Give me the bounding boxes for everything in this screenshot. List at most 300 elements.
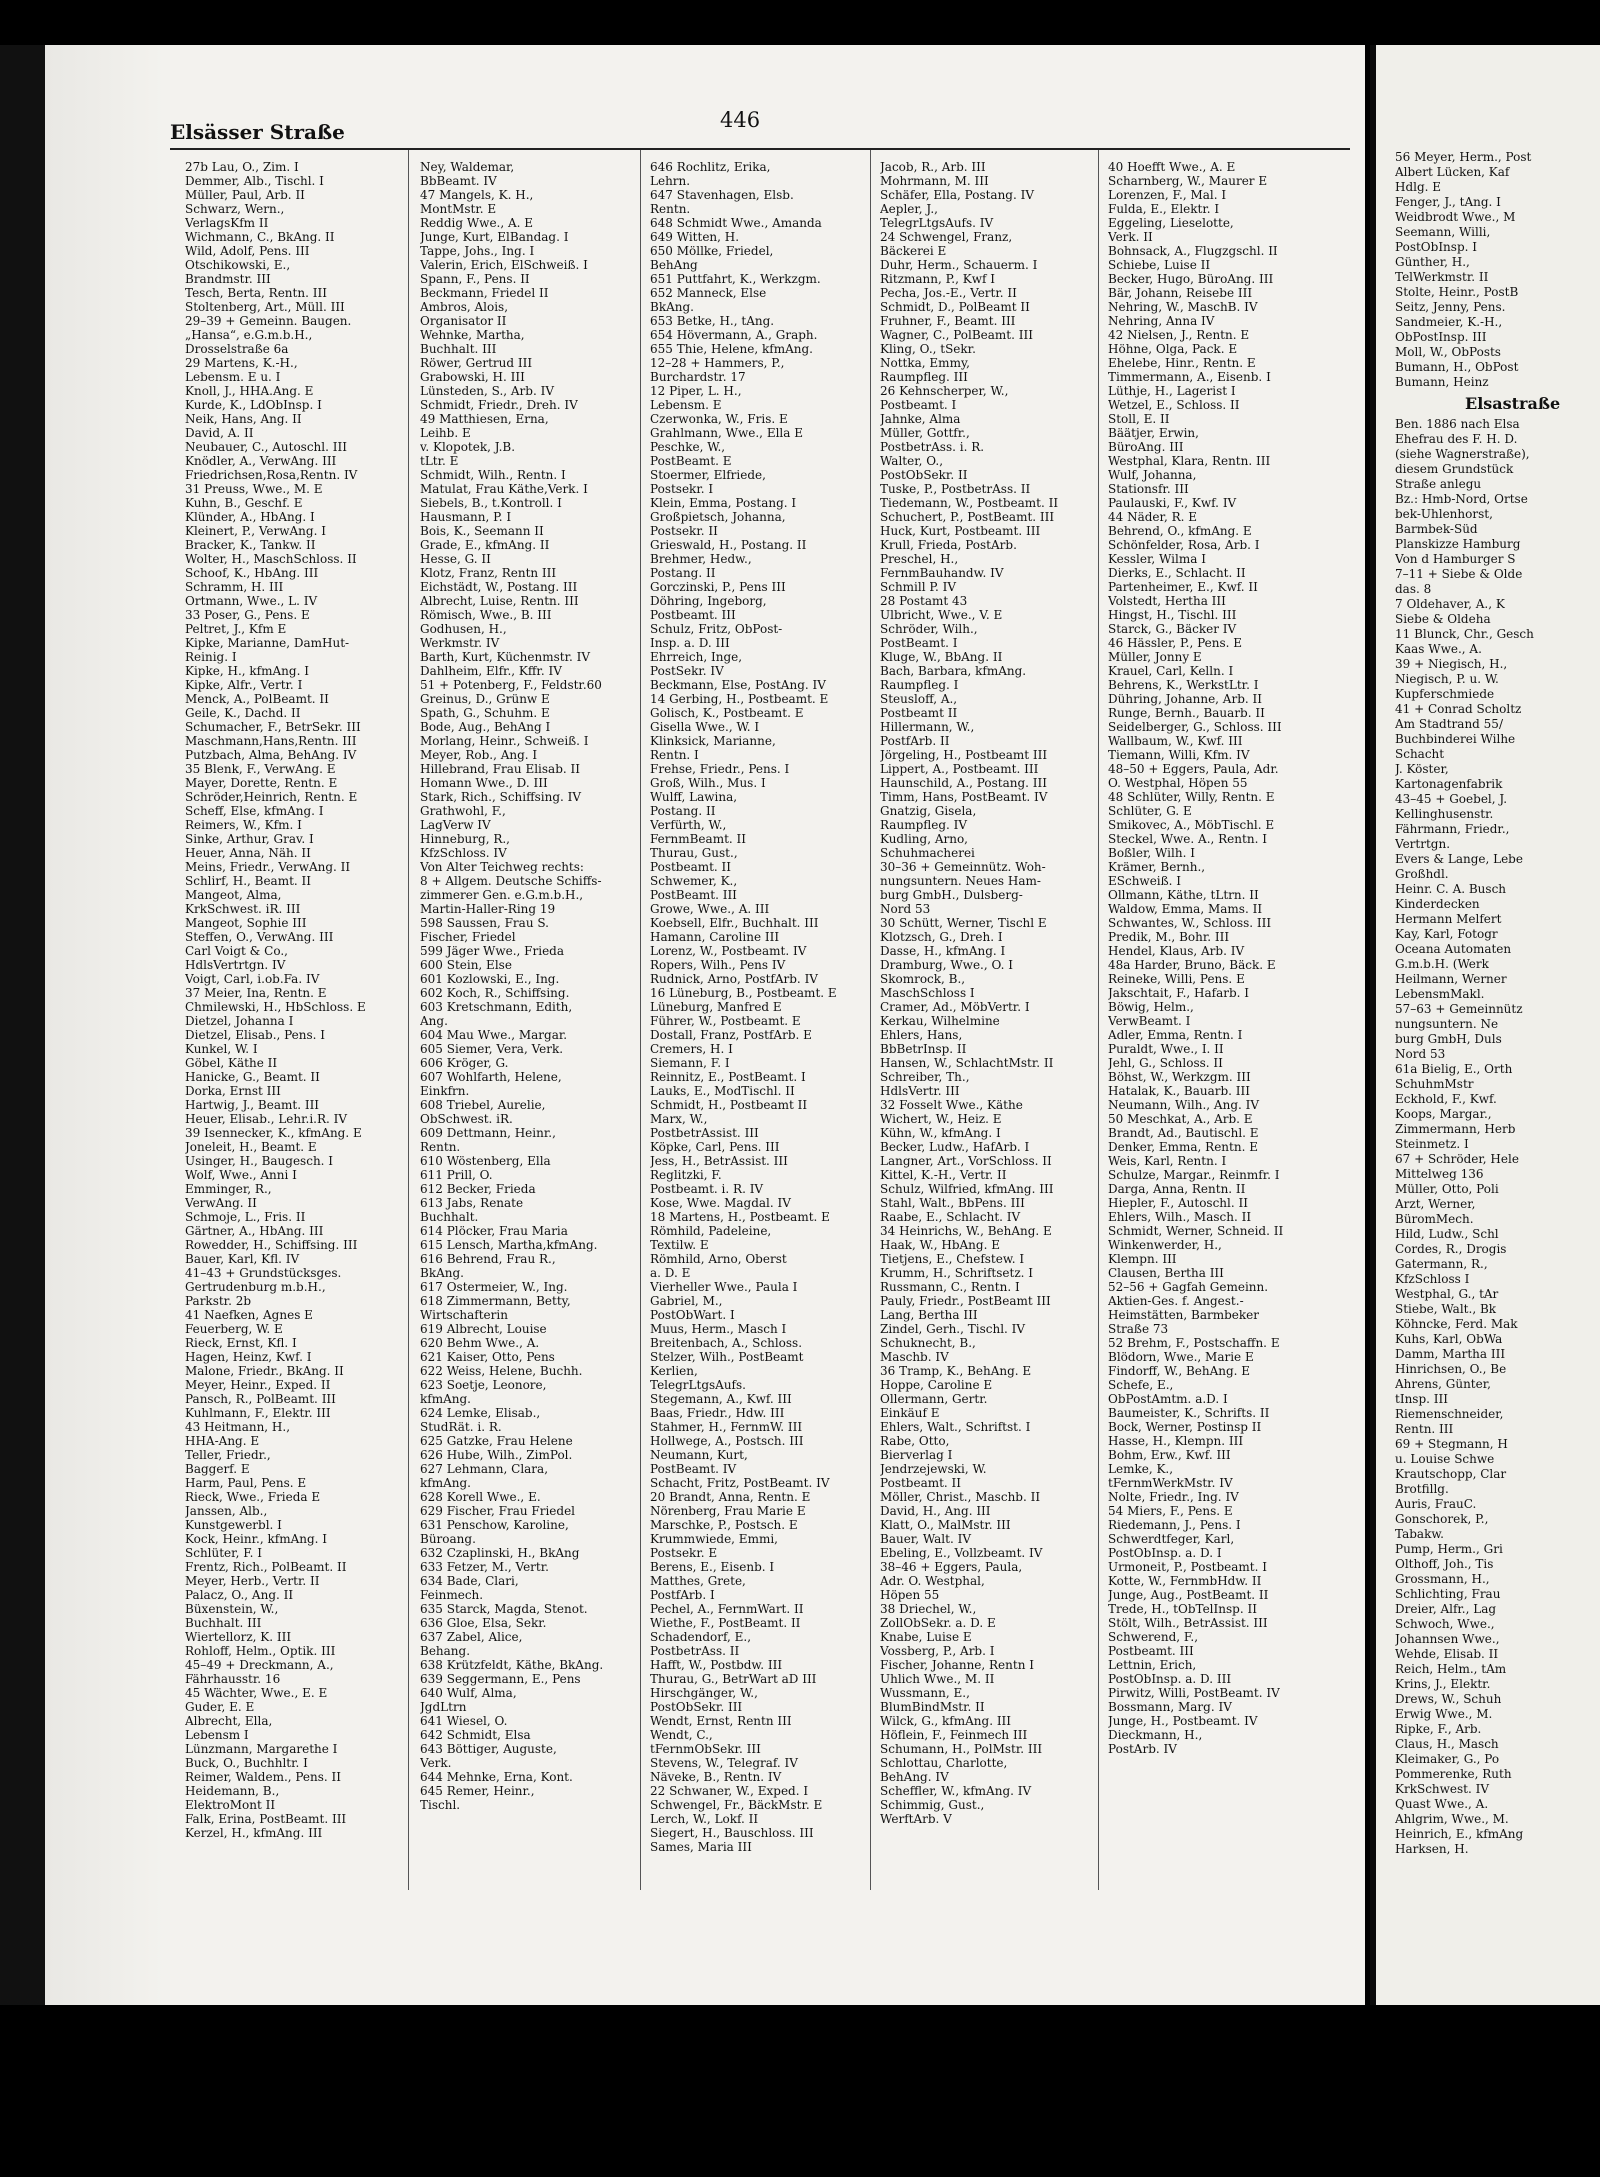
directory-entry: Jahnke, Alma <box>880 412 961 426</box>
adjacent-entry: Stolte, Heinr., PostB <box>1395 285 1519 299</box>
header-rule <box>170 148 1350 150</box>
directory-entry: TelegrLtgsAufs. IV <box>880 216 994 230</box>
directory-entry: 633 Fetzer, M., Vertr. <box>420 1560 549 1574</box>
directory-entry: Adler, Emma, Rentn. I <box>1108 1028 1243 1042</box>
directory-entry: Lünzmann, Margarethe I <box>185 1742 338 1756</box>
directory-entry: 641 Wiesel, O. <box>420 1714 508 1728</box>
directory-entry: 634 Bade, Clari, <box>420 1574 519 1588</box>
directory-entry: Schlüter, G. E <box>1108 804 1192 818</box>
directory-entry: Tischl. <box>420 1798 461 1812</box>
adjacent-entry: 39 + Niegisch, H., <box>1395 657 1508 671</box>
directory-entry: Hoppe, Caroline E <box>880 1378 993 1392</box>
directory-entry: Böwig, Helm., <box>1108 1000 1194 1014</box>
directory-entry: Hesse, G. II <box>420 552 491 566</box>
directory-entry: 626 Hube, Wilh., ZimPol. <box>420 1448 573 1462</box>
directory-entry: 22 Schwaner, W., Exped. I <box>650 1784 809 1798</box>
directory-entry: Beckmann, Else, PostAng. IV <box>650 678 826 692</box>
directory-entry: PostBeamt. IV <box>650 1462 737 1476</box>
directory-entry: Frentz, Rich., PolBeamt. II <box>185 1560 347 1574</box>
directory-entry: Bauer, Karl, Kfl. IV <box>185 1252 300 1266</box>
adjacent-entry: J. Köster, <box>1395 762 1449 776</box>
directory-entry: 648 Schmidt Wwe., Amanda <box>650 216 822 230</box>
directory-entry: 30–36 + Gemeinnütz. Woh- <box>880 860 1046 874</box>
adjacent-entry: Krins, J., Elektr. <box>1395 1677 1491 1691</box>
directory-entry: Golisch, K., Postbeamt. E <box>650 706 804 720</box>
directory-entry: Stahmer, H., FernmW. III <box>650 1420 803 1434</box>
scan-border-left <box>0 45 45 2177</box>
adjacent-entry: Dreier, Alfr., Lag <box>1395 1602 1497 1616</box>
directory-entry: PostObSekr. III <box>650 1700 743 1714</box>
directory-entry: Lüthje, H., Lagerist I <box>1108 384 1236 398</box>
directory-entry: Müller, Gottfr., <box>880 426 970 440</box>
directory-entry: 32 Fosselt Wwe., Käthe <box>880 1098 1023 1112</box>
adjacent-entry: 57–63 + Gemeinnütz <box>1395 1002 1523 1016</box>
adjacent-entry: das. 8 <box>1395 582 1432 596</box>
directory-entry: Krumm, H., Schriftsetz. I <box>880 1266 1034 1280</box>
directory-entry: Cremers, H. I <box>650 1042 733 1056</box>
directory-entry: 600 Stein, Else <box>420 958 512 972</box>
directory-entry: Beckmann, Friedel II <box>420 286 549 300</box>
directory-entry: Höhne, Olga, Pack. E <box>1108 342 1238 356</box>
directory-entry: KfzSchloss. IV <box>420 846 507 860</box>
directory-entry: PostBeamt. III <box>650 888 737 902</box>
directory-entry: Wulf, Johanna, <box>1108 468 1197 482</box>
adjacent-entry: Quast Wwe., A. <box>1395 1797 1489 1811</box>
directory-entry: David, H., Ang. III <box>880 1504 991 1518</box>
directory-entry: Usinger, H., Baugesch. I <box>185 1154 334 1168</box>
adjacent-entry: Gatermann, R., <box>1395 1257 1488 1271</box>
adjacent-entry: Ben. 1886 nach Elsa <box>1395 417 1520 431</box>
directory-entry: 616 Behrend, Frau R., <box>420 1252 556 1266</box>
directory-entry: Burchardstr. 17 <box>650 370 746 384</box>
directory-entry: Becker, Hugo, BüroAng. III <box>1108 272 1274 286</box>
directory-entry: Martin-Haller-Ring 19 <box>420 902 556 916</box>
directory-entry: Stegemann, A., Kwf. III <box>650 1392 792 1406</box>
directory-entry: 606 Kröger, G. <box>420 1056 509 1070</box>
directory-entry: Postbeamt. i. R. IV <box>650 1182 764 1196</box>
directory-entry: Schuchert, P., PostBeamt. III <box>880 510 1055 524</box>
directory-entry: Leihb. E <box>420 426 471 440</box>
adjacent-entry: Ehefrau des F. H. D. <box>1395 432 1518 446</box>
directory-entry: 48a Harder, Bruno, Bäck. E <box>1108 958 1276 972</box>
adjacent-entry: Kartonagenfabrik <box>1395 777 1503 791</box>
column-1 <box>185 160 400 1840</box>
directory-entry: Westphal, Klara, Rentn. III <box>1108 454 1271 468</box>
adjacent-entry: PostObInsp. I <box>1395 240 1477 254</box>
directory-entry: KrkSchwest. iR. III <box>185 902 301 916</box>
adjacent-bottom-entries <box>1395 417 1595 1857</box>
directory-entry: Denker, Emma, Rentn. E <box>1108 1140 1258 1154</box>
directory-entry: kfmAng. <box>420 1476 471 1490</box>
directory-entry: Chmilewski, H., HbSchloss. E <box>185 1000 366 1014</box>
directory-entry: Grieswald, H., Postang. II <box>650 538 807 552</box>
directory-entry: 29–39 + Gemeinn. Baugen. <box>185 314 352 328</box>
directory-entry: Ollmann, Käthe, tLtrn. II <box>1108 888 1259 902</box>
directory-entry: 646 Rochlitz, Erika, <box>650 160 771 174</box>
directory-entry: Verfürth, W., <box>650 818 727 832</box>
directory-entry: Schlottau, Charlotte, <box>880 1756 1008 1770</box>
adjacent-entry: Westphal, G., tAr <box>1395 1287 1499 1301</box>
directory-entry: Hatalak, K., Bauarb. III <box>1108 1084 1251 1098</box>
directory-entry: Näveke, B., Rentn. IV <box>650 1770 782 1784</box>
directory-entry: Einkfrn. <box>420 1084 470 1098</box>
directory-entry: Dahlheim, Elfr., Kffr. IV <box>420 664 562 678</box>
directory-entry: 620 Behm Wwe., A. <box>420 1336 540 1350</box>
directory-entry: Schmidt, Werner, Schneid. II <box>1108 1224 1284 1238</box>
adjacent-entry: Schacht <box>1395 747 1445 761</box>
directory-entry: Schwarz, Wern., <box>185 202 285 216</box>
adjacent-entry: Köhncke, Ferd. Mak <box>1395 1317 1518 1331</box>
directory-entry: Römhild, Padeleine, <box>650 1224 772 1238</box>
directory-entry: Heidemann, B., <box>185 1784 280 1798</box>
directory-entry: BehAng. IV <box>880 1770 949 1784</box>
directory-entry: Kühn, W., kfmAng. I <box>880 1126 1001 1140</box>
directory-entry: Rohloff, Helm., Optik. III <box>185 1644 336 1658</box>
adjacent-entry: Riemenschneider, <box>1395 1407 1504 1421</box>
directory-entry: Baggerf. E <box>185 1462 250 1476</box>
directory-entry: Scheff, Else, kfmAng. I <box>185 804 324 818</box>
directory-entry: Gabriel, M., <box>650 1294 723 1308</box>
directory-entry: David, A. II <box>185 426 254 440</box>
directory-entry: Klatt, O., MalMstr. III <box>880 1518 1011 1532</box>
directory-entry: Raabe, E., Schlacht. IV <box>880 1210 1021 1224</box>
directory-entry: Gärtner, A., HbAng. III <box>185 1224 324 1238</box>
directory-entry: Klünder, A., HbAng. I <box>185 510 315 524</box>
directory-entry: 605 Siemer, Vera, Verk. <box>420 1042 564 1056</box>
directory-entry: 603 Kretschmann, Edith, <box>420 1000 573 1014</box>
directory-entry: Nottka, Emmy, <box>880 356 970 370</box>
directory-entry: Duhr, Herm., Schauerm. I <box>880 258 1038 272</box>
directory-entry: BbBetrInsp. II <box>880 1042 967 1056</box>
directory-entry: Kose, Wwe. Magdal. IV <box>650 1196 791 1210</box>
directory-entry: kfmAng. <box>420 1392 471 1406</box>
directory-entry: Mohrmann, M. III <box>880 174 989 188</box>
directory-entry: Schwerend, F., <box>1108 1630 1199 1644</box>
directory-entry: Klein, Emma, Postang. I <box>650 496 797 510</box>
directory-entry: Lettnin, Erich, <box>1108 1658 1197 1672</box>
directory-entry: Wehnke, Martha, <box>420 328 525 342</box>
directory-entry: Pecha, Jos.-E., Vertr. II <box>880 286 1017 300</box>
directory-entry: Hiepler, F., Autoschl. II <box>1108 1196 1248 1210</box>
directory-entry: Sames, Maria III <box>650 1840 752 1854</box>
scan-border-top <box>0 0 1600 45</box>
directory-entry: Fährhausstr. 16 <box>185 1672 281 1686</box>
adjacent-entry: Kay, Karl, Fotogr <box>1395 927 1498 941</box>
directory-entry: Bracker, K., Tankw. II <box>185 538 316 552</box>
directory-entry: 43 Heitmann, H., <box>185 1420 291 1434</box>
directory-entry: 14 Gerbing, H., Postbeamt. E <box>650 692 829 706</box>
directory-entry: Insp. a. D. III <box>650 636 730 650</box>
directory-entry: Gisella Wwe., W. I <box>650 720 760 734</box>
adjacent-entry: Kleimaker, G., Po <box>1395 1752 1500 1766</box>
directory-entry: Ortmann, Wwe., L. IV <box>185 594 318 608</box>
directory-entry: 615 Lensch, Martha,kfmAng. <box>420 1238 598 1252</box>
directory-entry: Reineke, Willi, Pens. E <box>1108 972 1245 986</box>
directory-entry: 18 Martens, H., Postbeamt. E <box>650 1210 830 1224</box>
directory-entry: PostObWart. I <box>650 1308 735 1322</box>
directory-entry: Klinksick, Marianne, <box>650 734 776 748</box>
adjacent-entry: 41 + Conrad Scholtz <box>1395 702 1522 716</box>
directory-entry: Stelzer, Wilh., PostBeamt <box>650 1350 804 1364</box>
directory-entry: BüroAng. III <box>1108 440 1184 454</box>
directory-entry: Partenheimer, E., Kwf. II <box>1108 580 1258 594</box>
adjacent-entry: Hild, Ludw., Schl <box>1395 1227 1499 1241</box>
directory-entry: 37 Meier, Ina, Rentn. E <box>185 986 327 1000</box>
directory-entry: HdlsVertr. III <box>880 1084 960 1098</box>
adjacent-entry: Kinderdecken <box>1395 897 1480 911</box>
directory-entry: 611 Prill, O. <box>420 1168 493 1182</box>
directory-entry: Postbeamt. II <box>650 860 732 874</box>
directory-entry: Kluge, W., BbAng. II <box>880 650 1003 664</box>
directory-entry: ObSchwest. iR. <box>420 1112 513 1126</box>
scan-border-bottom <box>0 2005 1600 2177</box>
adjacent-entry: Niegisch, P. u. W. <box>1395 672 1499 686</box>
adjacent-entry: Ahrens, Günter, <box>1395 1377 1491 1391</box>
directory-entry: Schönfelder, Rosa, Arb. I <box>1108 538 1260 552</box>
directory-entry: Berens, E., Eisenb. I <box>650 1560 775 1574</box>
adjacent-entry: Kuhs, Karl, ObWa <box>1395 1332 1503 1346</box>
adjacent-entry: Oceana Automaten <box>1395 942 1512 956</box>
directory-entry: Baumeister, K., Schrifts. II <box>1108 1406 1270 1420</box>
directory-entry: Rabe, Otto, <box>880 1434 950 1448</box>
directory-entry: Grathwohl, F., <box>420 804 506 818</box>
directory-entry: 598 Saussen, Frau S. <box>420 916 549 930</box>
directory-entry: Brehmer, Hedw., <box>650 552 752 566</box>
directory-entry: Muus, Herm., Masch I <box>650 1322 787 1336</box>
directory-entry: Runge, Bernh., Bauarb. II <box>1108 706 1265 720</box>
directory-entry: 33 Poser, G., Pens. E <box>185 608 310 622</box>
directory-entry: Dostall, Franz, PostfArb. E <box>650 1028 812 1042</box>
directory-entry: Rowedder, H., Schiffsing. III <box>185 1238 358 1252</box>
directory-entry: Rudnick, Arno, PostfArb. IV <box>650 972 818 986</box>
directory-entry: Eichstädt, W., Postang. III <box>420 580 578 594</box>
directory-entry: 650 Möllke, Friedel, <box>650 244 774 258</box>
directory-entry: 627 Lehmann, Clara, <box>420 1462 549 1476</box>
directory-entry: tFernmWerkMstr. IV <box>1108 1476 1233 1490</box>
directory-entry: 51 + Potenberg, F., Feldstr.60 <box>420 678 602 692</box>
directory-entry: Neik, Hans, Ang. II <box>185 412 302 426</box>
directory-entry: Boßler, Wilh. I <box>1108 846 1195 860</box>
directory-entry: Dietzel, Johanna I <box>185 1014 294 1028</box>
directory-entry: Ehrreich, Inge, <box>650 650 743 664</box>
directory-entry: Thurau, G., BetrWart aD III <box>650 1672 817 1686</box>
adjacent-entry: Cordes, R., Drogis <box>1395 1242 1507 1256</box>
directory-entry: Haak, W., HbAng. E <box>880 1238 1000 1252</box>
directory-entry: Seidelberger, G., Schloss. III <box>1108 720 1282 734</box>
directory-entry: Schramm, H. III <box>185 580 284 594</box>
directory-entry: Baas, Friedr., Hdw. III <box>650 1406 785 1420</box>
adjacent-entry: Stiebe, Walt., Bk <box>1395 1302 1497 1316</box>
directory-entry: Steffen, O., VerwAng. III <box>185 930 334 944</box>
directory-entry: Mayer, Dorette, Rentn. E <box>185 776 338 790</box>
directory-entry: 12 Piper, L. H., <box>650 384 742 398</box>
directory-entry: 16 Lüneburg, B., Postbeamt. E <box>650 986 837 1000</box>
directory-entry: Marx, W., <box>650 1112 708 1126</box>
directory-entry: Rieck, Wwe., Frieda E <box>185 1490 321 1504</box>
directory-entry: 48 Schlüter, Willy, Rentn. E <box>1108 790 1275 804</box>
directory-entry: Timm, Hans, PostBeamt. IV <box>880 790 1048 804</box>
directory-entry: Schlüter, F. I <box>185 1546 263 1560</box>
directory-entry: Pechel, A., FernmWart. II <box>650 1602 804 1616</box>
directory-entry: Wetzel, E., Schloss. II <box>1108 398 1240 412</box>
directory-entry: Peschke, W., <box>650 440 726 454</box>
directory-entry: 52–56 + Gagfah Gemeinn. <box>1108 1280 1269 1294</box>
directory-entry: BbBeamt. IV <box>420 174 497 188</box>
directory-entry: Hartwig, J., Beamt. III <box>185 1098 320 1112</box>
directory-entry: Neumann, Kurt, <box>650 1448 748 1462</box>
adjacent-entry: Barmbek-Süd <box>1395 522 1478 536</box>
directory-entry: Nolte, Friedr., Ing. IV <box>1108 1490 1239 1504</box>
directory-entry: Büroang. <box>420 1532 476 1546</box>
adjacent-entry: Arzt, Werner, <box>1395 1197 1476 1211</box>
directory-entry: Lebensm. E <box>650 398 722 412</box>
directory-entry: Römhild, Arno, Oberst <box>650 1252 787 1266</box>
directory-entry: Thurau, Gust., <box>650 846 738 860</box>
directory-entry: Voigt, Carl, i.ob.Fa. IV <box>185 972 320 986</box>
directory-entry: JgdLtrn <box>420 1700 467 1714</box>
directory-entry: Kock, Heinr., kfmAng. I <box>185 1532 328 1546</box>
directory-entry: Gertrudenburg m.b.H., <box>185 1280 326 1294</box>
directory-entry: O. Westphal, Höpen 55 <box>1108 776 1248 790</box>
adjacent-entry: LebensmMakl. <box>1395 987 1485 1001</box>
directory-entry: 649 Witten, H. <box>650 230 740 244</box>
directory-entry: Puraldt, Wwe., I. II <box>1108 1042 1224 1056</box>
directory-entry: Emminger, R., <box>185 1182 272 1196</box>
adjacent-entry: Buchbinderei Wilhe <box>1395 732 1516 746</box>
adjacent-entry: Albert Lücken, Kaf <box>1395 165 1510 179</box>
directory-entry: Döhring, Ingeborg, <box>650 594 767 608</box>
directory-entry: Malone, Friedr., BkAng. II <box>185 1364 344 1378</box>
directory-entry: Schadendorf, E., <box>650 1630 752 1644</box>
directory-entry: VerwAng. II <box>185 1196 257 1210</box>
adjacent-entry: tInsp. III <box>1395 1392 1448 1406</box>
directory-entry: PostbetrAss. II <box>650 1644 740 1658</box>
directory-entry: Schmidt, Wilh., Rentn. I <box>420 468 566 482</box>
directory-entry: Nehring, Anna IV <box>1108 314 1215 328</box>
adjacent-entry: u. Louise Schwe <box>1395 1452 1495 1466</box>
directory-entry: Ehlers, Hans, <box>880 1028 963 1042</box>
directory-entry: Krauel, Carl, Kelln. I <box>1108 664 1234 678</box>
directory-entry: Vossberg, P., Arb. I <box>880 1644 995 1658</box>
directory-entry: 635 Starck, Magda, Stenot. <box>420 1602 588 1616</box>
directory-entry: PostBeamt. E <box>650 454 732 468</box>
directory-entry: ElektroMont II <box>185 1798 276 1812</box>
directory-entry: Haunschild, A., Postang. III <box>880 776 1047 790</box>
directory-entry: Rieck, Ernst, Kfl. I <box>185 1336 297 1350</box>
directory-entry: 640 Wulf, Alma, <box>420 1686 517 1700</box>
directory-entry: Adr. O. Westphal, <box>880 1574 985 1588</box>
directory-entry: Buck, O., Buchhltr. I <box>185 1756 308 1770</box>
adjacent-entry: Erwig Wwe., M. <box>1395 1707 1493 1721</box>
directory-entry: Postang. II <box>650 566 716 580</box>
directory-entry: Straße 73 <box>1108 1322 1169 1336</box>
directory-entry: Wiethe, F., PostBeamt. II <box>650 1616 801 1630</box>
directory-entry: Lorenz, W., Postbeamt. IV <box>650 944 807 958</box>
directory-entry: Verk. <box>420 1756 452 1770</box>
directory-entry: PostArb. IV <box>1108 1742 1177 1756</box>
directory-entry: Kurde, K., LdObInsp. I <box>185 398 322 412</box>
directory-entry: Kotte, W., FernmbHdw. II <box>1108 1574 1262 1588</box>
directory-entry: Dasse, H., kfmAng. I <box>880 944 1006 958</box>
directory-entry: VerlagsKfm II <box>185 216 269 230</box>
directory-entry: Reddig Wwe., A. E <box>420 216 534 230</box>
directory-entry: Tuske, P., PostbetrAss. II <box>880 482 1031 496</box>
directory-entry: 651 Puttfahrt, K., Werkzgm. <box>650 272 821 286</box>
adjacent-entry: Ripke, F., Arb. <box>1395 1722 1482 1736</box>
directory-entry: Tesch, Berta, Rentn. III <box>185 286 327 300</box>
directory-entry: Stationsfr. III <box>1108 482 1189 496</box>
directory-entry: Stoll, E. II <box>1108 412 1170 426</box>
adjacent-entry: Gonschorek, P., <box>1395 1512 1489 1526</box>
directory-entry: Höpen 55 <box>880 1588 940 1602</box>
adjacent-entry: Fährmann, Friedr., <box>1395 822 1510 836</box>
directory-entry: Kunstgewerbl. I <box>185 1518 282 1532</box>
directory-entry: Junge, H., Postbeamt. IV <box>1108 1714 1258 1728</box>
directory-entry: Schulze, Margar., Reinmfr. I <box>1108 1168 1280 1182</box>
directory-entry: Von Alter Teichweg rechts: <box>420 860 584 874</box>
directory-entry: Wild, Adolf, Pens. III <box>185 244 310 258</box>
directory-entry: Nord 53 <box>880 902 931 916</box>
directory-entry: Lang, Bertha III <box>880 1308 978 1322</box>
adjacent-entry: Pump, Herm., Gri <box>1395 1542 1503 1556</box>
directory-entry: Waldow, Emma, Mams. II <box>1108 902 1263 916</box>
directory-entry: 623 Soetje, Leonore, <box>420 1378 547 1392</box>
directory-entry: Drosselstraße 6a <box>185 342 289 356</box>
directory-entry: Ollermann, Gertr. <box>880 1392 988 1406</box>
directory-entry: Raumpfleg. I <box>880 678 959 692</box>
directory-entry: Steckel, Wwe. A., Rentn. I <box>1108 832 1267 846</box>
directory-entry: Marschke, P., Postsch. E <box>650 1518 798 1532</box>
adjacent-entry: Steinmetz. I <box>1395 1137 1469 1151</box>
directory-entry: 642 Schmidt, Elsa <box>420 1728 531 1742</box>
adjacent-entry: KfzSchloss I <box>1395 1272 1470 1286</box>
directory-entry: Dierks, E., Schlacht. II <box>1108 566 1246 580</box>
directory-entry: Wilck, G., kfmAng. III <box>880 1714 1012 1728</box>
directory-entry: „Hansa“, e.G.m.b.H., <box>185 328 313 342</box>
directory-entry: Röwer, Gertrud III <box>420 356 533 370</box>
directory-entry: Lauks, E., ModTischl. II <box>650 1084 795 1098</box>
directory-entry: Maschmann,Hans,Rentn. III <box>185 734 357 748</box>
directory-entry: Knödler, A., VerwAng. III <box>185 454 337 468</box>
directory-entry: 610 Wöstenberg, Ella <box>420 1154 551 1168</box>
adjacent-entry: Schwoch, Wwe., <box>1395 1617 1495 1631</box>
directory-entry: Knabe, Luise E <box>880 1630 972 1644</box>
directory-entry: Peltret, J., Kfm E <box>185 622 287 636</box>
directory-entry: 629 Fischer, Frau Friedel <box>420 1504 576 1518</box>
directory-entry: Menck, A., PolBeamt. II <box>185 692 329 706</box>
directory-entry: StudRät. i. R. <box>420 1420 502 1434</box>
directory-entry: Schoof, K., HbAng. III <box>185 566 319 580</box>
adjacent-entry: Kellinghusenstr. <box>1395 807 1494 821</box>
directory-entry: Junge, Aug., PostBeamt. II <box>1108 1588 1269 1602</box>
directory-entry: Huck, Kurt, Postbeamt. III <box>880 524 1041 538</box>
directory-entry: Schwerdtfeger, Karl, <box>1108 1532 1235 1546</box>
directory-entry: Hasse, H., Klempn. III <box>1108 1434 1244 1448</box>
directory-entry: Russmann, C., Rentn. I <box>880 1280 1020 1294</box>
directory-entry: Schreiber, Th., <box>880 1070 970 1084</box>
directory-entry: Lebensm. E u. I <box>185 370 281 384</box>
adjacent-entry: Planskizze Hamburg <box>1395 537 1521 551</box>
directory-entry: 624 Lemke, Elisab., <box>420 1406 541 1420</box>
directory-entry: 617 Ostermeier, W., Ing. <box>420 1280 568 1294</box>
directory-entry: Parkstr. 2b <box>185 1294 252 1308</box>
directory-entry: Bäckerei E <box>880 244 947 258</box>
directory-entry: Wolf, Wwe., Anni I <box>185 1168 297 1182</box>
directory-entry: v. Klopotek, J.B. <box>420 440 516 454</box>
directory-entry: Aktien-Ges. f. Angest.- <box>1108 1294 1244 1308</box>
directory-entry: 20 Brandt, Anna, Rentn. E <box>650 1490 811 1504</box>
directory-entry: Dramburg, Wwe., O. I <box>880 958 1014 972</box>
